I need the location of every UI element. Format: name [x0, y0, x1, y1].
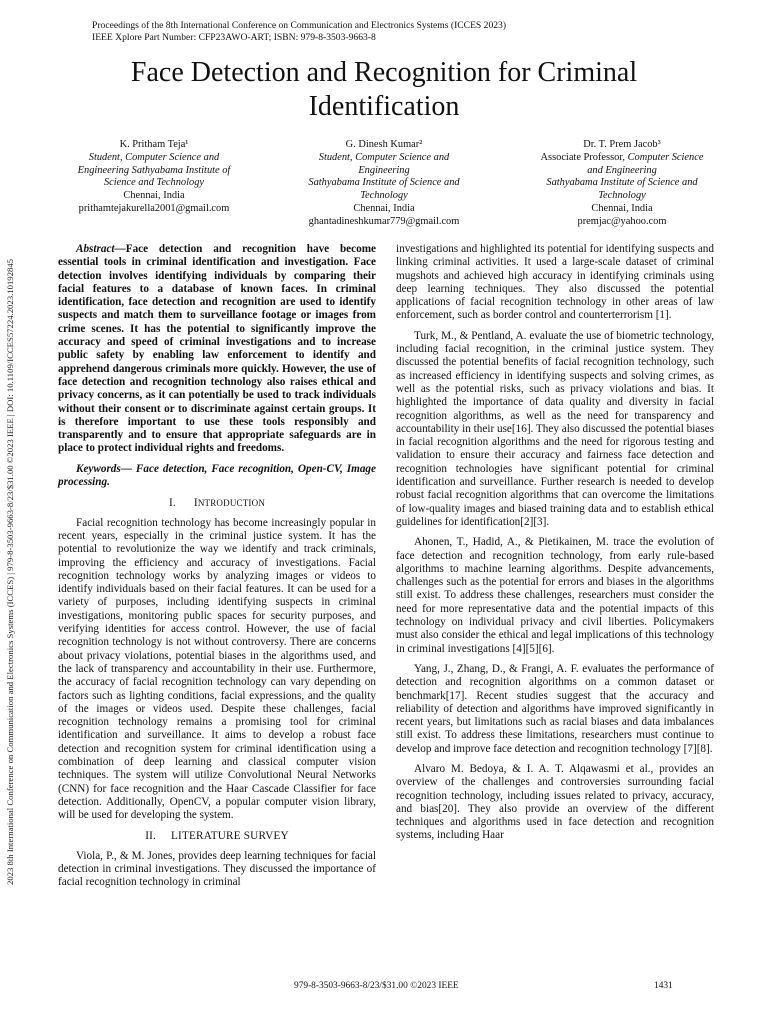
author-email: prithamtejakurella2001@gmail.com	[78, 202, 230, 214]
page-number: 1431	[654, 981, 673, 991]
author-affiliation: Technology	[360, 190, 408, 202]
paper-title	[60, 56, 708, 124]
proceedings-header-line1: Proceedings of the 8th International Conference on Communication and Electronics Systems (ICCES 2023)	[92, 20, 507, 31]
doi-sidebar	[5, 160, 16, 885]
author-affiliation: Student, Computer Science and	[88, 151, 220, 163]
body-paragraph: investigations and highlighted its potential for identifying suspects and linking criminal activities. It used a large-scale dataset of criminal mugshots and achieved high accuracy in identifying criminals using deep learning techniques. They also discussed the potential applications of facial recognition technology in other areas of law enforcement, such as border control and counterterrorism [1].	[396, 243, 714, 322]
author-email: ghantadineshkumar779@gmail.com	[308, 215, 460, 227]
author-affiliation: Science and Technology	[103, 177, 205, 189]
section-heading-introduction	[58, 497, 376, 510]
author-name: Dr. T. Prem Jacob³	[583, 139, 661, 150]
proceedings-header-line2: IEEE Xplore Part Number: CFP23AWO-ART; ISBN: 979-8-3503-9663-8	[92, 32, 376, 43]
author-role: Associate Professor,	[540, 151, 628, 163]
author-name: K. Pritham Teja¹	[119, 139, 189, 150]
section-title-initial: I	[193, 497, 198, 510]
paper-title-line2: Identification	[308, 91, 460, 122]
body-paragraph: Ahonen, T., Hadid, A., & Pietikainen, M. trace the evolution of face detection and recognition technology, from early rule-based algorithms to machine learning algorithms. Despite advancements, challenges such as the potential for errors and biases in the algorithms still exist. To address these challenges, researchers must consider the need for more representative data and the potential impacts of this technology on individual privacy and civil liberties. Policymakers must also consider the ethical and legal implications of this technology in criminal investigations [4][5][6].	[396, 536, 714, 655]
author-affiliation: Sathyabama Institute of Science and	[546, 177, 698, 189]
section-number: I.	[168, 497, 176, 510]
body-paragraph: Yang, J., Zhang, D., & Frangi, A. F. evaluates the performance of detection and recognition algorithms on a common dataset or benchmark[17]. Recent studies suggest that the accuracy and reliability of detection and algorithms have improved significantly in recent years, but limitations such as racial biases and data imbalances still exist. To address these limitations, researchers must continue to develop and improve face detection and recognition technology [7][8].	[396, 662, 714, 755]
author-city: Chennai, India	[123, 190, 185, 202]
author-affiliation: Engineering Sathyabama Institute of	[77, 164, 231, 176]
paper-title-line1: Face Detection and Recognition for Criminal	[130, 57, 638, 88]
intro-paragraph: Facial recognition technology has become increasingly popular in recent years, especially in the criminal justice system. It has the potential to revolutionize the way we identify and track criminals, improving the efficiency and accuracy of investigations. Facial recognition technology works by analyzing images or videos to identify individuals based on their facial features. It can be used for a variety of purposes, including identifying suspects in criminal investigations, monitoring public spaces for security purposes, and verifying identities for access control. However, the use of facial recognition technology is not without controversy. There are concerns about privacy violations, potential biases in the algorithms used, and the lack of transparency and accountability in their use. Furthermore, the accuracy of facial recognition technology can vary depending on factors such as lighting conditions, facial expressions, and the quality of the images or videos used. Despite these challenges, facial recognition technology remains a promising tool for criminal identification and surveillance. It aims to develop a robust face detection and recognition system for criminal identification using a combination of deep learning and classical computer vision techniques. The system will utilize Convolutional Neural Networks (CNN) for face recognition and the Haar Cascade Classifier for face detection. Additionally, OpenCV, a popular computer vision library, will be used for developing the system.	[58, 516, 376, 822]
author-email: premjac@yahoo.com	[577, 215, 667, 227]
left-column	[58, 243, 376, 897]
section-title-rest: NTRODUCTION	[197, 498, 266, 509]
body-paragraph: Turk, M., & Pentland, A. evaluate the use of biometric technology, including facial recognition, in the criminal justice system. They discussed the potential benefits of facial recognition technology, such as increased efficiency in identifying suspects and solving crimes, as well as the potential risks, such as privacy violations and bias. It highlighted the importance of data quality and diversity in facial recognition algorithms, as well as the need for transparency and accountability in their use[16]. They also discussed the potential biases in facial recognition algorithms and the need for rigorous testing and validation to ensure their accuracy and fairness face detection and recognition technologies have significant potential for criminal identification and surveillance. Further research is needed to develop robust facial recognition algorithms that can overcome the limitations of low-quality images and biased training data and to establish ethical guidelines for identification[2][3].	[396, 329, 714, 528]
author-affiliation: Engineering	[358, 164, 410, 176]
author-name: G. Dinesh Kumar²	[345, 139, 423, 150]
section-heading-literature-survey: II. LITERATURE SURVEY	[145, 830, 289, 843]
author-block-2	[274, 139, 494, 229]
author-affiliation: Technology	[598, 190, 646, 202]
right-column	[396, 243, 714, 850]
keywords-paragraph: Keywords— Face detection, Face recognition, Open-CV, Image processing.	[58, 462, 376, 489]
author-city: Chennai, India	[353, 202, 415, 214]
author-affiliation: and Engineering	[587, 164, 657, 176]
literature-paragraph: Viola, P., & M. Jones, provides deep learning techniques for facial detection in criminal investigations. They discussed the importance of facial recognition technology in criminal	[58, 849, 376, 889]
footer-copyright: 979-8-3503-9663-8/23/$31.00 ©2023 IEEE	[294, 981, 459, 991]
author-block-1	[44, 139, 264, 216]
abstract-text: Face detection and recognition have become essential tools in criminal identification and investigation. Face detection involves identifying individuals by comparing their facial features to a database of known faces. In criminal identification, face detection and recognition are used to identify suspects and match them to surveillance footage or images from crime scenes. It has the potential to significantly improve the accuracy and speed of criminal investigations and to increase public safety by enabling law enforcement to identify and apprehend dangerous criminals more quickly. However, the use of face detection and recognition technology also raises ethical and privacy concerns, as it can potentially be used to track individuals without their consent or to discriminate against certain groups. It is therefore important to use these tools responsibly and transparently and to ensure that appropriate safeguards are in place to protect individual rights and freedoms.	[58, 243, 376, 455]
author-affiliation: Sathyabama Institute of Science and	[308, 177, 460, 189]
author-affiliation	[512, 152, 732, 165]
doi-sidebar-text: 2023 8th International Conference on Communication and Electronics Systems (ICCES) | 979-8-3503-9663-8/23/$31.00 ©2023 IEEE | DOI: 10.1109/ICCES57224.2023.10192845	[5, 258, 15, 885]
author-block-3	[512, 139, 732, 229]
body-paragraph: Alvaro M. Bedoya, & I. A. T. Alqawasmi et al., provides an overview of the challenges and controversies surrounding facial recognition technology, including issues related to privacy, accuracy, and bias[20]. They also provide an overview of the different techniques and algorithms used in face detection and recognition systems, including Haar	[396, 762, 714, 842]
author-dept: Computer Science	[627, 151, 704, 163]
abstract-label: Abstract—	[76, 243, 126, 255]
abstract-paragraph	[58, 243, 376, 456]
author-affiliation: Student, Computer Science and	[318, 151, 450, 163]
author-city: Chennai, India	[591, 202, 653, 214]
